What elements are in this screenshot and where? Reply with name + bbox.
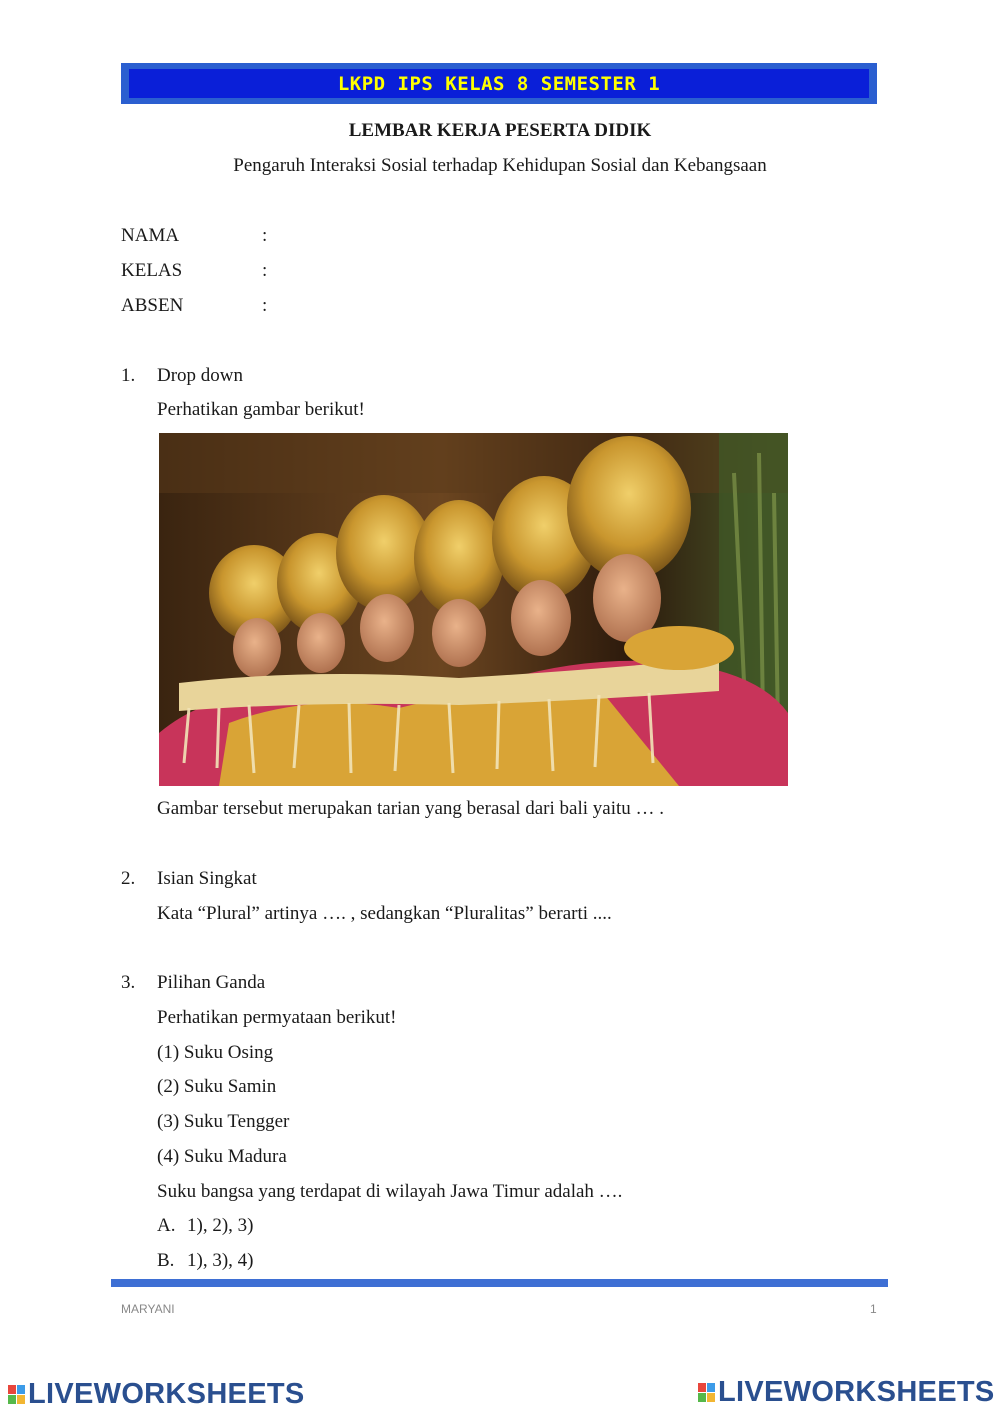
page-number: 1: [870, 1302, 877, 1316]
name-input-area[interactable]: [280, 222, 840, 248]
q3-question: Suku bangsa yang terdapat di wilayah Jawa Timur adalah ….: [157, 1181, 623, 1202]
q3-statement: (1) Suku Osing: [157, 1042, 274, 1063]
q3-option-a[interactable]: [157, 1215, 253, 1237]
q3-number: 3.: [121, 972, 136, 993]
identity-colon-absen: :: [262, 295, 268, 316]
brand-name: LIVEWORKSHEETS: [718, 1376, 995, 1408]
class-input-area[interactable]: [280, 257, 840, 283]
option-letter: B.: [157, 1250, 175, 1271]
brand-name: LIVEWORKSHEETS: [28, 1378, 305, 1410]
banner-title: LKPD IPS KELAS 8 SEMESTER 1: [337, 72, 661, 95]
identity-label-absen: ABSEN: [121, 295, 184, 316]
absen-input-area[interactable]: [280, 292, 840, 318]
option-text: 1), 2), 3): [187, 1215, 254, 1236]
identity-colon-kelas: :: [262, 260, 268, 281]
identity-label-kelas: KELAS: [121, 260, 183, 281]
q3-instruction: Perhatikan permyataan berikut!: [157, 1007, 397, 1028]
q3-statement: (4) Suku Madura: [157, 1146, 287, 1167]
q3-option-b[interactable]: [157, 1250, 253, 1272]
q1-question: Gambar tersebut merupakan tarian yang berasal dari bali yaitu … .: [157, 798, 664, 819]
q3-statement: (3) Suku Tengger: [157, 1111, 290, 1132]
option-text: 1), 3), 4): [187, 1250, 254, 1271]
q1-number: 1.: [121, 365, 136, 386]
footer-author: MARYANI: [121, 1302, 175, 1316]
q3-type: Pilihan Ganda: [157, 972, 266, 993]
worksheet-title: LEMBAR KERJA PESERTA DIDIK: [348, 120, 652, 141]
header-banner: [121, 63, 877, 104]
q2-type: Isian Singkat: [157, 868, 257, 889]
q2-question: Kata “Plural” artinya …. , sedangkan “Pluralitas” berarti ....: [157, 903, 612, 924]
q1-type: Drop down: [157, 365, 244, 386]
q1-instruction: Perhatikan gambar berikut!: [157, 399, 365, 420]
header-banner-inner: [129, 69, 869, 98]
q1-dropdown[interactable]: [560, 796, 650, 822]
liveworksheets-logo-right: [698, 1376, 995, 1409]
liveworksheets-logo-left: [8, 1378, 305, 1411]
logo-blocks-icon: [8, 1385, 25, 1404]
logo-blocks-icon: [698, 1383, 715, 1402]
balinese-dancers-photo: [159, 433, 788, 786]
identity-label-nama: NAMA: [121, 225, 180, 246]
option-letter: A.: [157, 1215, 176, 1236]
q2-number: 2.: [121, 868, 136, 889]
worksheet-subtitle: Pengaruh Interaksi Sosial terhadap Kehidupan Sosial dan Kebangsaan: [233, 155, 767, 176]
q3-statement: (2) Suku Samin: [157, 1076, 277, 1097]
identity-colon-nama: :: [262, 225, 268, 246]
footer-divider: [111, 1279, 888, 1287]
